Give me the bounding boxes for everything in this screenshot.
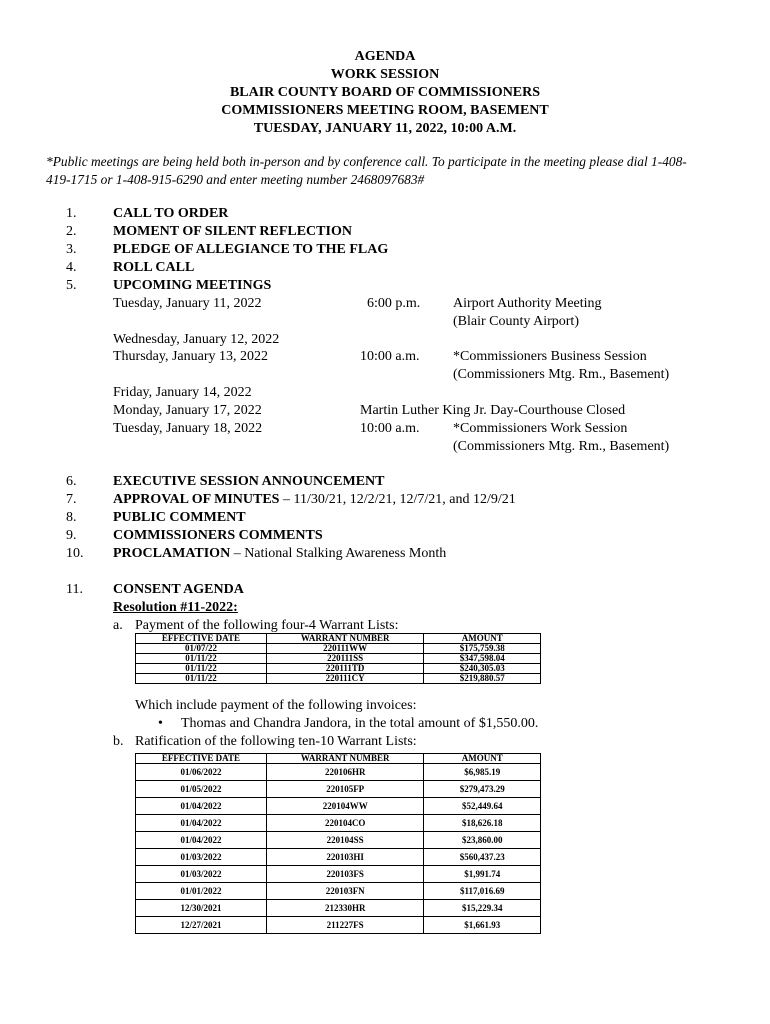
item-number: 4. — [66, 260, 77, 275]
item-commissioners-comments: COMMISSIONERS COMMENTS — [113, 528, 323, 543]
item-public-comment: PUBLIC COMMENT — [113, 510, 246, 525]
effective-date-cell: 01/11/22 — [136, 674, 267, 684]
header-board: BLAIR COUNTY BOARD OF COMMISSIONERS — [229, 85, 541, 100]
warrant-number-cell: 220105FP — [266, 781, 424, 798]
notice-line-2: 419-1715 or 1-408-915-6290 and enter meeting number 2468097683# — [46, 172, 425, 187]
table-row — [136, 832, 541, 849]
effective-date-cell: 01/11/22 — [136, 654, 267, 664]
table-row — [136, 815, 541, 832]
amount-cell: $1,991.74 — [424, 866, 541, 883]
item-consent-agenda: CONSENT AGENDA — [113, 582, 244, 597]
column-header: EFFECTIVE DATE — [136, 754, 267, 764]
amount-cell: $117,016.69 — [424, 883, 541, 900]
meeting-time: 6:00 p.m. — [367, 296, 421, 311]
meeting-location: (Blair County Airport) — [453, 314, 579, 329]
effective-date-cell: 01/11/22 — [136, 664, 267, 674]
meeting-date: Friday, January 14, 2022 — [113, 385, 252, 400]
meeting-location: (Commissioners Mtg. Rm., Basement) — [453, 439, 670, 454]
item-number: 6. — [66, 474, 77, 489]
effective-date-cell: 01/06/2022 — [136, 764, 267, 781]
warrant-number-cell: 220111CY — [266, 674, 424, 684]
table-row — [136, 664, 541, 674]
item-number: 11. — [66, 582, 83, 597]
table-row — [136, 798, 541, 815]
effective-date-cell: 01/04/2022 — [136, 832, 267, 849]
amount-cell: $240,305.03 — [424, 664, 541, 674]
amount-cell: $175,759.38 — [424, 644, 541, 654]
amount-cell: $1,661.93 — [424, 917, 541, 934]
item-upcoming-meetings: UPCOMING MEETINGS — [113, 278, 272, 293]
item-silent-reflection: MOMENT OF SILENT REFLECTION — [113, 224, 352, 239]
effective-date-cell: 01/05/2022 — [136, 781, 267, 798]
header-room: COMMISSIONERS MEETING ROOM, BASEMENT — [221, 103, 549, 118]
table-row — [136, 781, 541, 798]
meeting-description: Martin Luther King Jr. Day-Courthouse Closed — [360, 403, 626, 418]
item-number: 2. — [66, 224, 77, 239]
table-header-row — [136, 754, 541, 764]
sub-item-letter: b. — [113, 734, 124, 749]
meeting-description: *Commissioners Work Session — [453, 421, 628, 436]
meeting-date: Tuesday, January 11, 2022 — [113, 296, 262, 311]
warrant-number-cell: 220104WW — [266, 798, 424, 815]
warrant-number-cell: 220103HI — [266, 849, 424, 866]
table-header-row — [136, 634, 541, 644]
warrant-number-cell: 220104CO — [266, 815, 424, 832]
item-number: 5. — [66, 278, 77, 293]
meeting-time: 10:00 a.m. — [360, 421, 420, 436]
item-detail: – National Stalking Awareness Month — [230, 546, 447, 561]
invoices-intro: Which include payment of the following invoices: — [135, 698, 417, 713]
warrant-number-cell: 220103FS — [266, 866, 424, 883]
meeting-date: Monday, January 17, 2022 — [113, 403, 262, 418]
item-approval-of-minutes — [113, 491, 516, 509]
warrant-number-cell: 220111TD — [266, 664, 424, 674]
table-row — [136, 644, 541, 654]
amount-cell: $18,626.18 — [424, 815, 541, 832]
item-detail: – 11/30/21, 12/2/21, 12/7/21, and 12/9/21 — [279, 492, 516, 507]
table-row — [136, 849, 541, 866]
effective-date-cell: 01/04/2022 — [136, 815, 267, 832]
amount-cell: $15,229.34 — [424, 900, 541, 917]
warrant-number-cell: 212330HR — [266, 900, 424, 917]
item-number: 10. — [66, 546, 84, 561]
item-roll-call: ROLL CALL — [113, 260, 195, 275]
resolution-title: Resolution #11-2022: — [113, 600, 238, 615]
amount-cell: $347,598.04 — [424, 654, 541, 664]
meeting-description: Airport Authority Meeting — [453, 296, 602, 311]
amount-cell: $6,985.19 — [424, 764, 541, 781]
header-datetime: TUESDAY, JANUARY 11, 2022, 10:00 A.M. — [253, 121, 517, 136]
warrant-number-cell: 220106HR — [266, 764, 424, 781]
item-number: 7. — [66, 492, 77, 507]
column-header: AMOUNT — [424, 754, 541, 764]
notice-line-1: *Public meetings are being held both in-person and by conference call. To participate in the meeting please dial 1-408- — [46, 154, 687, 169]
item-pledge: PLEDGE OF ALLEGIANCE TO THE FLAG — [113, 242, 389, 257]
warrant-number-cell: 220111WW — [266, 644, 424, 654]
table-row — [136, 866, 541, 883]
amount-cell: $23,860.00 — [424, 832, 541, 849]
amount-cell: $560,437.23 — [424, 849, 541, 866]
effective-date-cell: 12/30/2021 — [136, 900, 267, 917]
effective-date-cell: 01/04/2022 — [136, 798, 267, 815]
effective-date-cell: 01/03/2022 — [136, 849, 267, 866]
item-label: PROCLAMATION — [113, 546, 231, 561]
item-number: 1. — [66, 206, 77, 221]
sub-item-b-text: Ratification of the following ten-10 Warrant Lists: — [135, 734, 417, 749]
column-header: WARRANT NUMBER — [266, 754, 424, 764]
meeting-location: (Commissioners Mtg. Rm., Basement) — [453, 367, 670, 382]
warrant-number-cell: 220103FN — [266, 883, 424, 900]
table-row — [136, 654, 541, 664]
item-executive-session: EXECUTIVE SESSION ANNOUNCEMENT — [113, 474, 385, 489]
column-header: WARRANT NUMBER — [266, 634, 424, 644]
item-number: 9. — [66, 528, 77, 543]
effective-date-cell: 01/03/2022 — [136, 866, 267, 883]
effective-date-cell: 01/07/22 — [136, 644, 267, 654]
header-title: AGENDA — [354, 49, 416, 64]
amount-cell: $219,880.57 — [424, 674, 541, 684]
item-number: 8. — [66, 510, 77, 525]
item-proclamation — [113, 545, 446, 563]
amount-cell: $52,449.64 — [424, 798, 541, 815]
warrant-number-cell: 220104SS — [266, 832, 424, 849]
warrant-table-b — [135, 753, 541, 934]
sub-item-a-text: Payment of the following four-4 Warrant Lists: — [135, 618, 399, 633]
sub-item-letter: a. — [113, 618, 123, 633]
warrant-number-cell: 220111SS — [266, 654, 424, 664]
header-session: WORK SESSION — [330, 67, 440, 82]
agenda-header — [0, 48, 770, 138]
item-call-to-order: CALL TO ORDER — [113, 206, 229, 221]
meeting-description: *Commissioners Business Session — [453, 349, 647, 364]
warrant-number-cell: 211227FS — [266, 917, 424, 934]
meeting-date: Thursday, January 13, 2022 — [113, 349, 269, 364]
invoice-item: Thomas and Chandra Jandora, in the total amount of $1,550.00. — [181, 716, 539, 731]
meeting-date: Wednesday, January 12, 2022 — [113, 332, 280, 347]
table-row — [136, 917, 541, 934]
item-number: 3. — [66, 242, 77, 257]
meeting-date: Tuesday, January 18, 2022 — [113, 421, 263, 436]
column-header: EFFECTIVE DATE — [136, 634, 267, 644]
effective-date-cell: 12/27/2021 — [136, 917, 267, 934]
table-row — [136, 883, 541, 900]
table-row — [136, 900, 541, 917]
warrant-table-a — [135, 633, 541, 684]
public-meeting-notice — [46, 153, 736, 189]
item-label: APPROVAL OF MINUTES — [113, 492, 280, 507]
effective-date-cell: 01/01/2022 — [136, 883, 267, 900]
meeting-time: 10:00 a.m. — [360, 349, 420, 364]
column-header: AMOUNT — [424, 634, 541, 644]
amount-cell: $279,473.29 — [424, 781, 541, 798]
bullet: • — [158, 716, 163, 731]
table-row — [136, 764, 541, 781]
table-row — [136, 674, 541, 684]
